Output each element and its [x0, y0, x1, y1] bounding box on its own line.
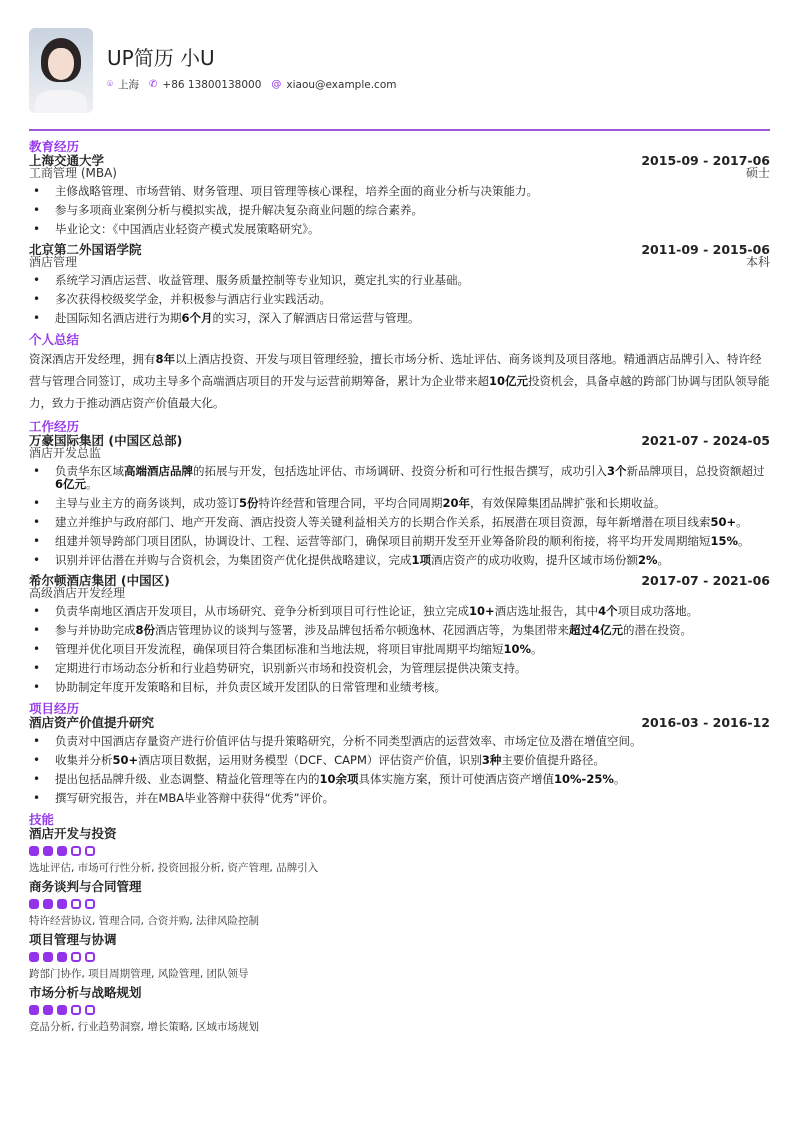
empty-dot-icon	[85, 952, 95, 962]
bullet-item	[29, 293, 770, 306]
text-segment: 参与多项商业案例分析与模拟实战，提升解决复杂商业问题的综合素养。	[55, 203, 423, 217]
text-segment: 管理并优化项目开发流程，确保项目符合集团标准和当地法规，将项目审批周期平均缩短	[55, 642, 504, 656]
resume-body	[29, 140, 770, 1033]
highlight-text: 15%	[710, 534, 739, 548]
empty-dot-icon	[85, 899, 95, 909]
highlight-text: 10+	[469, 604, 495, 618]
text-segment: 特许经营和管理合同，平均合同周期	[258, 496, 443, 510]
text-segment: 酒店项目数据，运用财务模型（DCF、CAPM）评估资产价值，识别	[138, 753, 482, 767]
skill-name: 商务谈判与合同管理	[29, 879, 142, 894]
text-segment: 资深酒店开发经理，拥有	[29, 352, 156, 366]
filled-dot-icon	[43, 1005, 53, 1015]
bullet-item	[29, 773, 770, 786]
filled-dot-icon	[43, 846, 53, 856]
highlight-text: 4个	[598, 604, 618, 618]
entry-subheader	[29, 587, 770, 599]
filled-dot-icon	[57, 952, 67, 962]
section-title-work: 工作经历	[29, 419, 80, 434]
text-segment: 参与并协助完成	[55, 623, 136, 637]
entry-date: 2011-09 - 2015-06	[641, 242, 770, 257]
highlight-text: 10%	[503, 642, 532, 656]
text-segment: 的拓展与开发，包括选址评估、市场调研、投资分析和可行性报告撰写，成功引入	[193, 464, 607, 478]
text-segment: 负责华东区域	[55, 464, 124, 478]
entry-role: 酒店管理	[29, 255, 78, 269]
bullet-item	[29, 681, 770, 694]
text-segment: 主要价值提升路径。	[501, 753, 605, 767]
skill-tags: 选址评估, 市场可行性分析, 投资回报分析, 资产管理, 品牌引入	[29, 862, 319, 874]
entry-header	[29, 243, 770, 256]
entry-role: 酒店开发总监	[29, 446, 102, 460]
entry-header	[29, 716, 770, 729]
bullet-list	[29, 274, 770, 325]
text-segment: 。	[531, 642, 543, 656]
skill-tags: 竞品分析, 行业趋势洞察, 增长策略, 区域市场规划	[29, 1021, 260, 1033]
text-segment: 酒店管理协议的谈判与签署，涉及品牌包括希尔顿逸林、花园酒店等，为集团带来	[155, 623, 570, 637]
text-segment: 主导与业主方的商务谈判，成功签订	[55, 496, 239, 510]
empty-dot-icon	[85, 846, 95, 856]
bullet-list	[29, 605, 770, 694]
entry	[29, 574, 770, 694]
highlight-text: 5份	[239, 496, 259, 510]
bullet-item	[29, 754, 770, 767]
entry-date: 2015-09 - 2017-06	[641, 153, 770, 168]
text-segment: 。	[613, 772, 626, 786]
empty-dot-icon	[71, 846, 81, 856]
text-segment: 项目成功落地。	[617, 604, 699, 618]
highlight-text: 超过4亿元	[569, 623, 624, 637]
highlight-text: 10亿元	[489, 374, 529, 388]
entry-org: 上海交通大学	[29, 153, 105, 168]
entry-date: 2021-07 - 2024-05	[641, 433, 770, 448]
bullet-item	[29, 735, 770, 748]
text-segment: 撰写研究报告，并在MBA毕业答辩中获得“优秀”评价。	[55, 791, 335, 805]
highlight-text: 1项	[411, 553, 432, 567]
text-segment: 以上酒店投资、开发与项目管理经验，擅长市场分析、选址评估、商务谈判及项目落地。精通酒店品牌引入、特许经营与管理合同签订，成功主导多个高端酒店项目的开发与运营前期筹备，累计为企业带来超	[29, 352, 762, 388]
text-segment: 负责华南地区酒店开发项目，从市场研究、竞争分析到项目可行性论证，独立完成	[55, 604, 469, 618]
resume-header	[29, 28, 406, 113]
filled-dot-icon	[57, 846, 67, 856]
entry-header	[29, 434, 770, 447]
entry	[29, 716, 770, 805]
bullet-item	[29, 554, 770, 567]
entry-degree: 硕士	[745, 166, 770, 180]
filled-dot-icon	[43, 899, 53, 909]
text-segment: 定期进行市场动态分析和行业趋势研究，识别新兴市场和投资机会，为管理层提供决策支持。	[55, 661, 527, 675]
section-title-skills: 技能	[29, 812, 55, 827]
highlight-text: 2%	[638, 553, 658, 567]
text-segment: 。	[86, 477, 98, 491]
text-segment: 的潜在投资。	[623, 623, 693, 637]
highlight-text: 6亿元	[55, 477, 87, 491]
bullet-item	[29, 605, 770, 618]
text-segment: 新品牌项目，总投资额超过	[626, 464, 765, 478]
text-segment: 赴国际知名酒店进行为期	[55, 311, 182, 325]
highlight-text: 50+	[710, 515, 737, 529]
skill-name: 市场分析与战略规划	[29, 985, 142, 1000]
bullet-item	[29, 535, 770, 548]
highlight-text: 50+	[112, 753, 139, 767]
text-segment: 负责对中国酒店存量资产进行价值评估与提升策略研究，分析不同类型酒店的运营效率、市场定位及潜在增值空间。	[55, 734, 642, 748]
text-segment: 提出包括品牌升级、业态调整、精益化管理等在内的	[55, 772, 320, 786]
text-segment: 。	[657, 553, 670, 567]
filled-dot-icon	[29, 952, 39, 962]
bullet-list	[29, 465, 770, 567]
text-segment: ，有效保障集团品牌扩张和长期收益。	[470, 496, 666, 510]
text-segment: 毕业论文：《中国酒店业轻资产模式发展策略研究》。	[55, 222, 320, 236]
bullet-item	[29, 274, 770, 287]
bullet-list	[29, 735, 770, 805]
bullet-item	[29, 516, 770, 529]
text-segment: 投资机会，具备卓越的跨部门协调与团队领导能力，致力于推动酒店资产价值最大化。	[29, 374, 770, 410]
text-segment: 的实习，深入了解酒店日常运营与管理。	[212, 311, 420, 325]
bullet-item	[29, 465, 770, 491]
summary-text	[29, 348, 770, 414]
entry-subheader	[29, 256, 770, 268]
skill-level-rating	[29, 1005, 770, 1015]
highlight-text: 10%-25%	[554, 772, 614, 786]
entry-subheader	[29, 447, 770, 459]
highlight-text: 高端酒店品牌	[124, 464, 193, 478]
highlight-text: 8份	[135, 623, 156, 637]
bullet-item	[29, 185, 770, 198]
filled-dot-icon	[57, 1005, 67, 1015]
bullet-item	[29, 312, 770, 325]
entry-date: 2017-07 - 2021-06	[641, 573, 770, 588]
location: 上海	[118, 79, 139, 91]
text-segment: 多次获得校级奖学金，并积极参与酒店行业实践活动。	[55, 292, 331, 306]
skill-name: 项目管理与协调	[29, 932, 117, 947]
empty-dot-icon	[71, 899, 81, 909]
location-pin-icon: ⌾	[107, 79, 113, 90]
empty-dot-icon	[71, 1005, 81, 1015]
text-segment: 系统学习酒店运营、收益管理、服务质量控制等专业知识，奠定扎实的行业基础。	[55, 273, 469, 287]
text-segment: 。	[738, 534, 750, 548]
entry-org: 希尔顿酒店集团 (中国区)	[29, 573, 170, 588]
highlight-text: 10余项	[319, 772, 359, 786]
filled-dot-icon	[43, 952, 53, 962]
contact-info	[107, 77, 406, 92]
bullet-item	[29, 643, 770, 656]
email-icon: @	[271, 79, 282, 90]
text-segment: 识别并评估潜在并购与合资机会，为集团资产优化提供战略建议，完成	[55, 553, 412, 567]
entry-subheader	[29, 167, 770, 179]
highlight-text: 3种	[481, 753, 502, 767]
skill-item	[29, 827, 770, 874]
filled-dot-icon	[29, 899, 39, 909]
candidate-name: UP简历 小U	[107, 46, 215, 70]
skill-level-rating	[29, 846, 770, 856]
skill-name: 酒店开发与投资	[29, 826, 117, 841]
skill-level-rating	[29, 899, 770, 909]
bullet-item	[29, 204, 770, 217]
text-segment: 。	[736, 515, 748, 529]
bullet-list	[29, 185, 770, 236]
filled-dot-icon	[57, 899, 67, 909]
empty-dot-icon	[85, 1005, 95, 1015]
header-divider	[29, 129, 770, 131]
entry-role: 高级酒店开发经理	[29, 586, 126, 600]
bullet-item	[29, 223, 770, 236]
skill-item	[29, 986, 770, 1033]
skill-item	[29, 880, 770, 927]
bullet-item	[29, 624, 770, 637]
skill-tags: 跨部门协作, 项目周期管理, 风险管理, 团队领导	[29, 968, 249, 980]
entry-role: 工商管理 (MBA)	[29, 166, 117, 180]
entry-degree: 本科	[745, 255, 770, 269]
profile-photo	[29, 28, 93, 113]
bullet-item	[29, 497, 770, 510]
highlight-text: 20年	[442, 496, 471, 510]
highlight-text: 6个月	[181, 311, 213, 325]
email[interactable]: xiaou@example.com	[286, 78, 397, 91]
entry-date: 2016-03 - 2016-12	[641, 715, 770, 730]
bullet-item	[29, 662, 770, 675]
highlight-text: 3个	[607, 464, 627, 478]
entry	[29, 154, 770, 236]
skill-level-rating	[29, 952, 770, 962]
highlight-text: 8年	[155, 352, 176, 366]
text-segment: 收集并分析	[55, 753, 113, 767]
entry	[29, 434, 770, 567]
bullet-item	[29, 792, 770, 805]
section-title-projects: 项目经历	[29, 701, 80, 716]
text-segment: 建立并维护与政府部门、地产开发商、酒店投资人等关键利益相关方的长期合作关系，拓展潜在项目资源，每年新增潜在项目线索	[55, 515, 711, 529]
entry	[29, 243, 770, 325]
entry-header	[29, 574, 770, 587]
filled-dot-icon	[29, 846, 39, 856]
skill-tags: 特许经营协议, 管理合同, 合资并购, 法律风险控制	[29, 915, 260, 927]
filled-dot-icon	[29, 1005, 39, 1015]
entry-org: 北京第二外国语学院	[29, 242, 142, 257]
entry-org: 酒店资产价值提升研究	[29, 715, 155, 730]
text-segment: 酒店选址报告，其中	[494, 604, 599, 618]
skill-item	[29, 933, 770, 980]
section-title-education: 教育经历	[29, 139, 80, 154]
phone: +86 13800138000	[162, 78, 262, 91]
text-segment: 主修战略管理、市场营销、财务管理、项目管理等核心课程，培养全面的商业分析与决策能力。	[55, 184, 538, 198]
text-segment: 组建并领导跨部门项目团队，协调设计、工程、运营等部门，确保项目前期开发至开业筹备阶段的顺利衔接，将平均开发周期缩短	[55, 534, 711, 548]
empty-dot-icon	[71, 952, 81, 962]
phone-icon: ✆	[149, 79, 158, 90]
entry-org: 万豪国际集团 (中国区总部)	[29, 433, 183, 448]
text-segment: 具体实施方案，预计可使酒店资产增值	[358, 772, 555, 786]
text-segment: 酒店资产的成功收购，提升区域市场份额	[431, 553, 639, 567]
entry-header	[29, 154, 770, 167]
section-title-summary: 个人总结	[29, 332, 80, 347]
text-segment: 协助制定年度开发策略和目标，并负责区域开发团队的日常管理和业绩考核。	[55, 680, 446, 694]
